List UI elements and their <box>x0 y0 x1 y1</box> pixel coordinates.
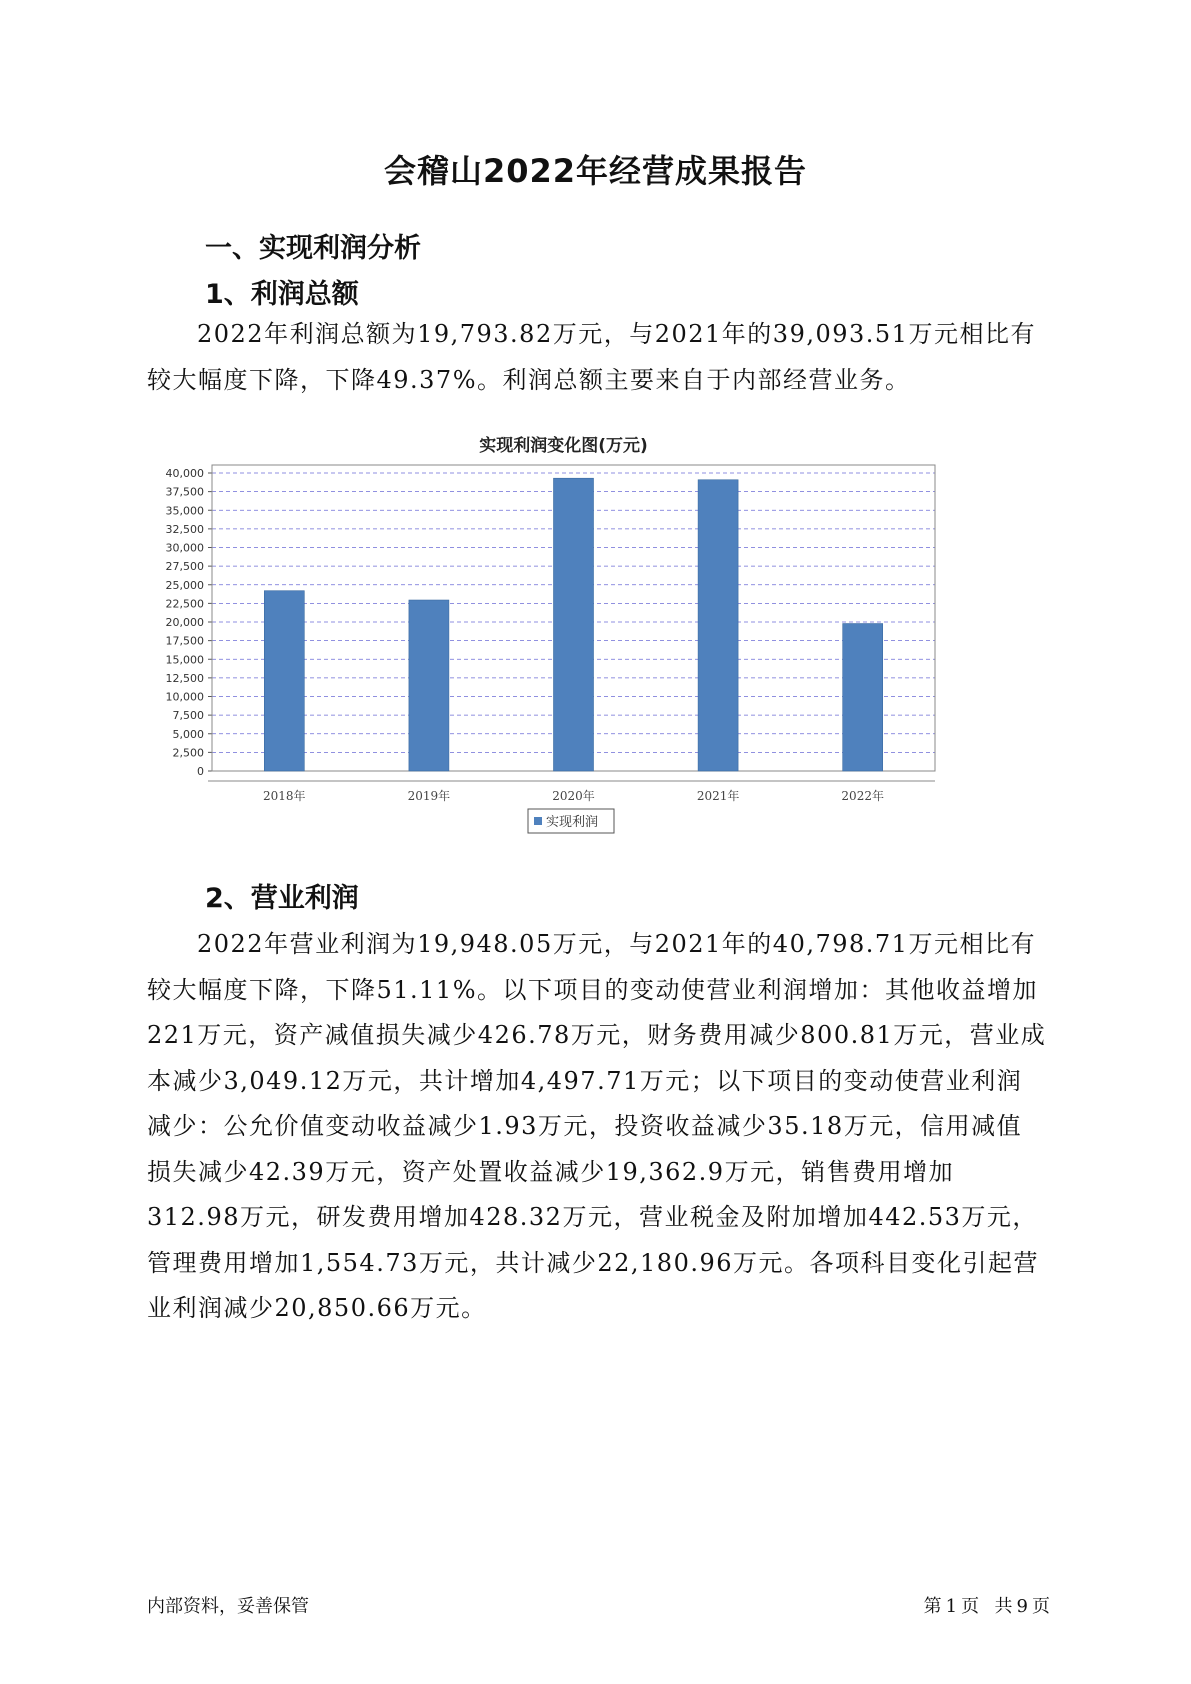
profit-bar-chart <box>140 436 1020 915</box>
section-heading: 一、实现利润分析 <box>205 233 421 264</box>
y-tick-label: 5,000 <box>172 727 204 741</box>
y-tick-label: 25,000 <box>165 578 204 592</box>
bar-2022年 <box>843 624 883 771</box>
y-tick-label: 27,500 <box>165 560 204 574</box>
y-tick-label: 37,500 <box>165 485 204 499</box>
x-tick-label: 2022年 <box>841 789 884 803</box>
paragraph-profit-total: 2022年利润总额为19,793.82万元，与2021年的39,093.51万元相比有较大幅度下降，下降49.37%。利润总额主要来自于内部经营业务。 <box>147 320 1036 394</box>
y-tick-label: 10,000 <box>165 690 204 704</box>
subsection-heading-operating-profit: 2、营业利润 <box>205 883 359 914</box>
total-num: 9 <box>1016 1596 1028 1617</box>
bar-2018年 <box>264 591 304 771</box>
y-tick-label: 22,500 <box>165 597 204 611</box>
subsection-heading-profit-total: 1、利润总额 <box>205 279 359 310</box>
page-prefix: 第 <box>923 1596 942 1617</box>
y-tick-label: 12,500 <box>165 671 204 685</box>
footer-confidential-note: 内部资料，妥善保管 <box>147 1596 309 1617</box>
x-tick-label: 2020年 <box>552 789 595 803</box>
y-tick-label: 40,000 <box>165 467 204 480</box>
y-tick-label: 32,500 <box>165 522 204 536</box>
total-prefix: 共 <box>994 1596 1013 1617</box>
y-tick-label: 7,500 <box>172 709 204 723</box>
paragraph-operating-profit: 2022年营业利润为19,948.05万元，与2021年的40,798.71万元相比有较大幅度下降，下降51.11%。以下项目的变动使营业利润增加：其他收益增加221万元，资产减值损失减少426.78万元，财务费用减少800.81万元，营业成本减少3,049.12万元，共计增加4,497.71万元；以下项目的变动使营业利润减少：公允价值变动收益减少1.93万元，投资收益减少35.18万元，信用减值损失减少42.39万元，资产处置收益减少19,362.9万元，销售费用增加312.98万元，研发费用增加428.32万元，营业税金及附加增加442.53万元，管理费用增加1,554.73万元，共计减少22,180.96万元。各项科目变化引起营业利润减少20,850.66万元。 <box>147 930 1047 1322</box>
page-title: 会稽山2022年经营成果报告 <box>383 152 808 190</box>
y-tick-label: 30,000 <box>165 541 204 555</box>
page-num: 1 <box>945 1596 958 1617</box>
y-tick-label: 0 <box>197 765 204 778</box>
y-tick-label: 17,500 <box>165 634 204 648</box>
x-tick-label: 2018年 <box>263 789 306 803</box>
total-unit: 页 <box>1032 1596 1050 1617</box>
page-unit: 页 <box>961 1596 980 1617</box>
bar-2020年 <box>554 478 594 771</box>
y-tick-label: 15,000 <box>165 653 204 667</box>
bar-2019年 <box>409 600 449 771</box>
bar-2021年 <box>698 480 738 771</box>
legend-swatch <box>534 817 542 825</box>
legend-label: 实现利润 <box>546 815 599 830</box>
y-tick-label: 2,500 <box>172 746 204 760</box>
y-tick-label: 35,000 <box>165 504 204 518</box>
x-tick-label: 2021年 <box>696 789 740 803</box>
x-tick-label: 2019年 <box>407 789 451 803</box>
chart-title: 实现利润变化图(万元) <box>479 436 648 456</box>
footer-page-number <box>920 1592 1050 1618</box>
profit-chart <box>140 436 1020 915</box>
y-tick-label: 20,000 <box>165 616 204 629</box>
